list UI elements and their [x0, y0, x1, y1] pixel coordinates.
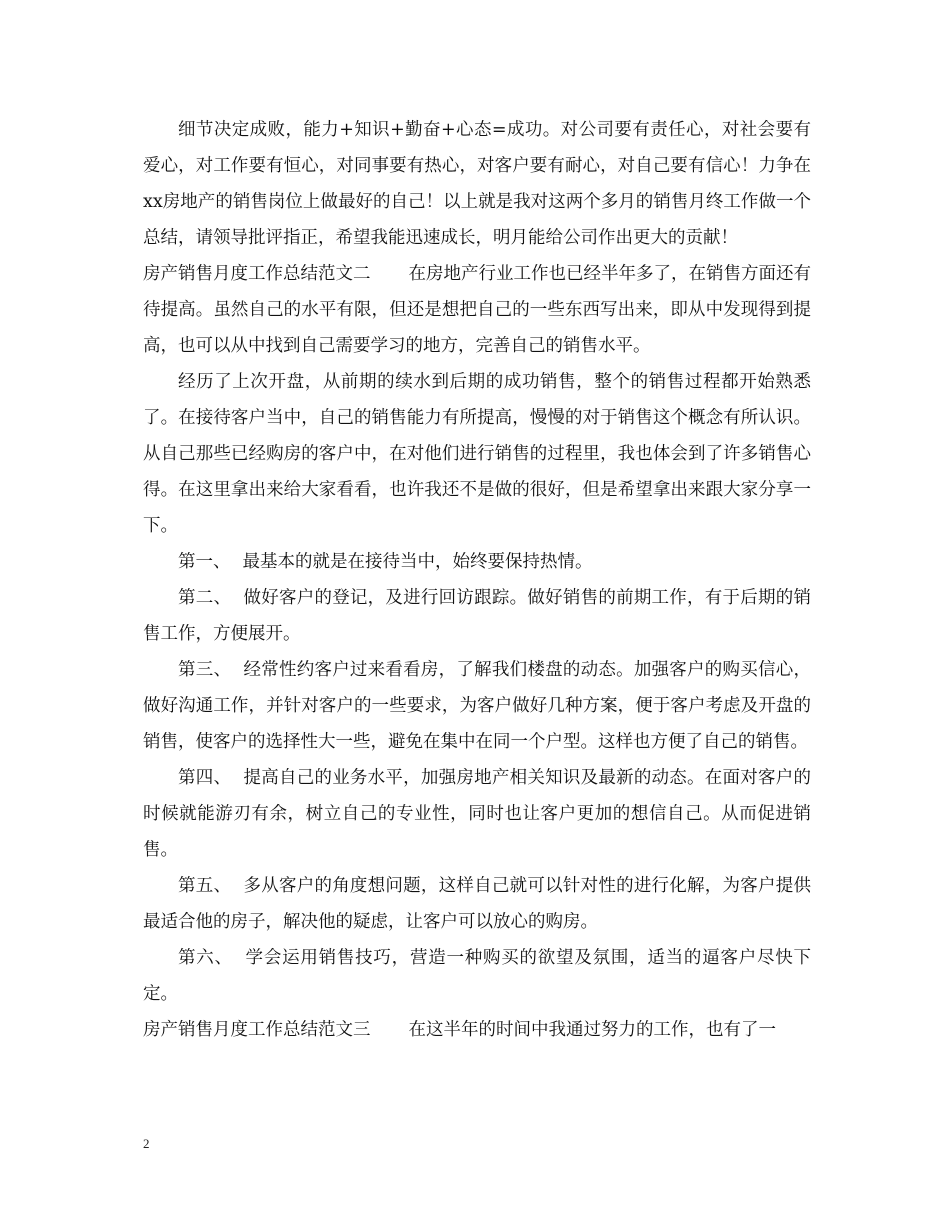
list-item-text: 经常性约客户过来看看房，了解我们楼盘的动态。加强客户的购买信心，做好沟通工作，并针对客户的一些要求，为客户做好几种方案，便于客户考虑及开盘的销售，使客户的选择性大一些，避免在集中在同一个户型。这样也方便了自己的销售。: [143, 660, 812, 752]
paragraph-conclusion: [143, 112, 811, 256]
list-item-text: 做好客户的登记，及进行回访跟踪。做好销售的前期工作，有于后期的销售工作，方便展开。: [143, 588, 812, 644]
list-item-label: 第五、: [178, 876, 232, 896]
list-item-label: 第三、: [178, 660, 232, 680]
section-heading-two: [143, 256, 811, 364]
list-item: [143, 760, 811, 868]
list-item: [143, 580, 811, 652]
list-item-label: 第一、: [178, 552, 231, 572]
paragraph-experience: [143, 364, 811, 544]
paragraph-text: 在这半年的时间中我通过努力的工作，也有了一: [408, 1020, 776, 1040]
list-item-label: 第二、: [178, 588, 232, 608]
list-item-text: 提高自己的业务水平，加强房地产相关知识及最新的动态。在面对客户的时候就能游刃有余，树立自己的专业性，同时也让客户更加的想信自己。从而促进销售。: [143, 768, 812, 860]
list-item-text: 多从客户的角度想问题，这样自己就可以针对性的进行化解，为客户提供最适合他的房子，解决他的疑虑，让客户可以放心的购房。: [143, 876, 812, 932]
paragraph-text: 在房地产行业工作也已经半年多了，在销售方面还有待提高。虽然自己的水平有限，但还是想把自己的一些东西写出来，即从中发现得到提高，也可以从中找到自己需要学习的地方，完善自己的销售水平。: [143, 264, 811, 356]
list-item-label: 第六、: [178, 948, 233, 968]
list-item: [143, 652, 811, 760]
list-item: [143, 544, 811, 580]
list-item-text: 最基本的就是在接待当中，始终要保持热情。: [242, 552, 593, 572]
paragraph-text: 细节决定成败，能力+知识+勤奋+心态=成功。对公司要有责任心，对社会要有爱心，对工作要有恒心，对同事要有热心，对客户要有耐心，对自己要有信心！力争在xx房地产的销售岗位上做最好的自己！以上就是我对这两个多月的销售月终工作做一个总结，请领导批评指正，希望我能迅速成长，明月能给公司作出更大的贡献！: [143, 120, 811, 248]
list-item: [143, 940, 811, 1012]
section-heading-three: [143, 1012, 811, 1048]
document-body: [143, 112, 811, 1048]
page-number: 2: [143, 1136, 150, 1151]
section-title: 房产销售月度工作总结范文三: [143, 1020, 371, 1040]
section-title: 房产销售月度工作总结范文二: [143, 264, 371, 284]
list-item-text: 学会运用销售技巧，营造一种购买的欲望及氛围，适当的逼客户尽快下定。: [143, 948, 812, 1004]
list-item-label: 第四、: [178, 768, 232, 788]
paragraph-text: 经历了上次开盘，从前期的续水到后期的成功销售，整个的销售过程都开始熟悉了。在接待客户当中，自己的销售能力有所提高，慢慢的对于销售这个概念有所认识。从自己那些已经购房的客户中，在对他们进行销售的过程里，我也体会到了许多销售心得。在这里拿出来给大家看看，也许我还不是做的很好，但是希望拿出来跟大家分享一下。: [143, 372, 811, 536]
list-item: [143, 868, 811, 940]
